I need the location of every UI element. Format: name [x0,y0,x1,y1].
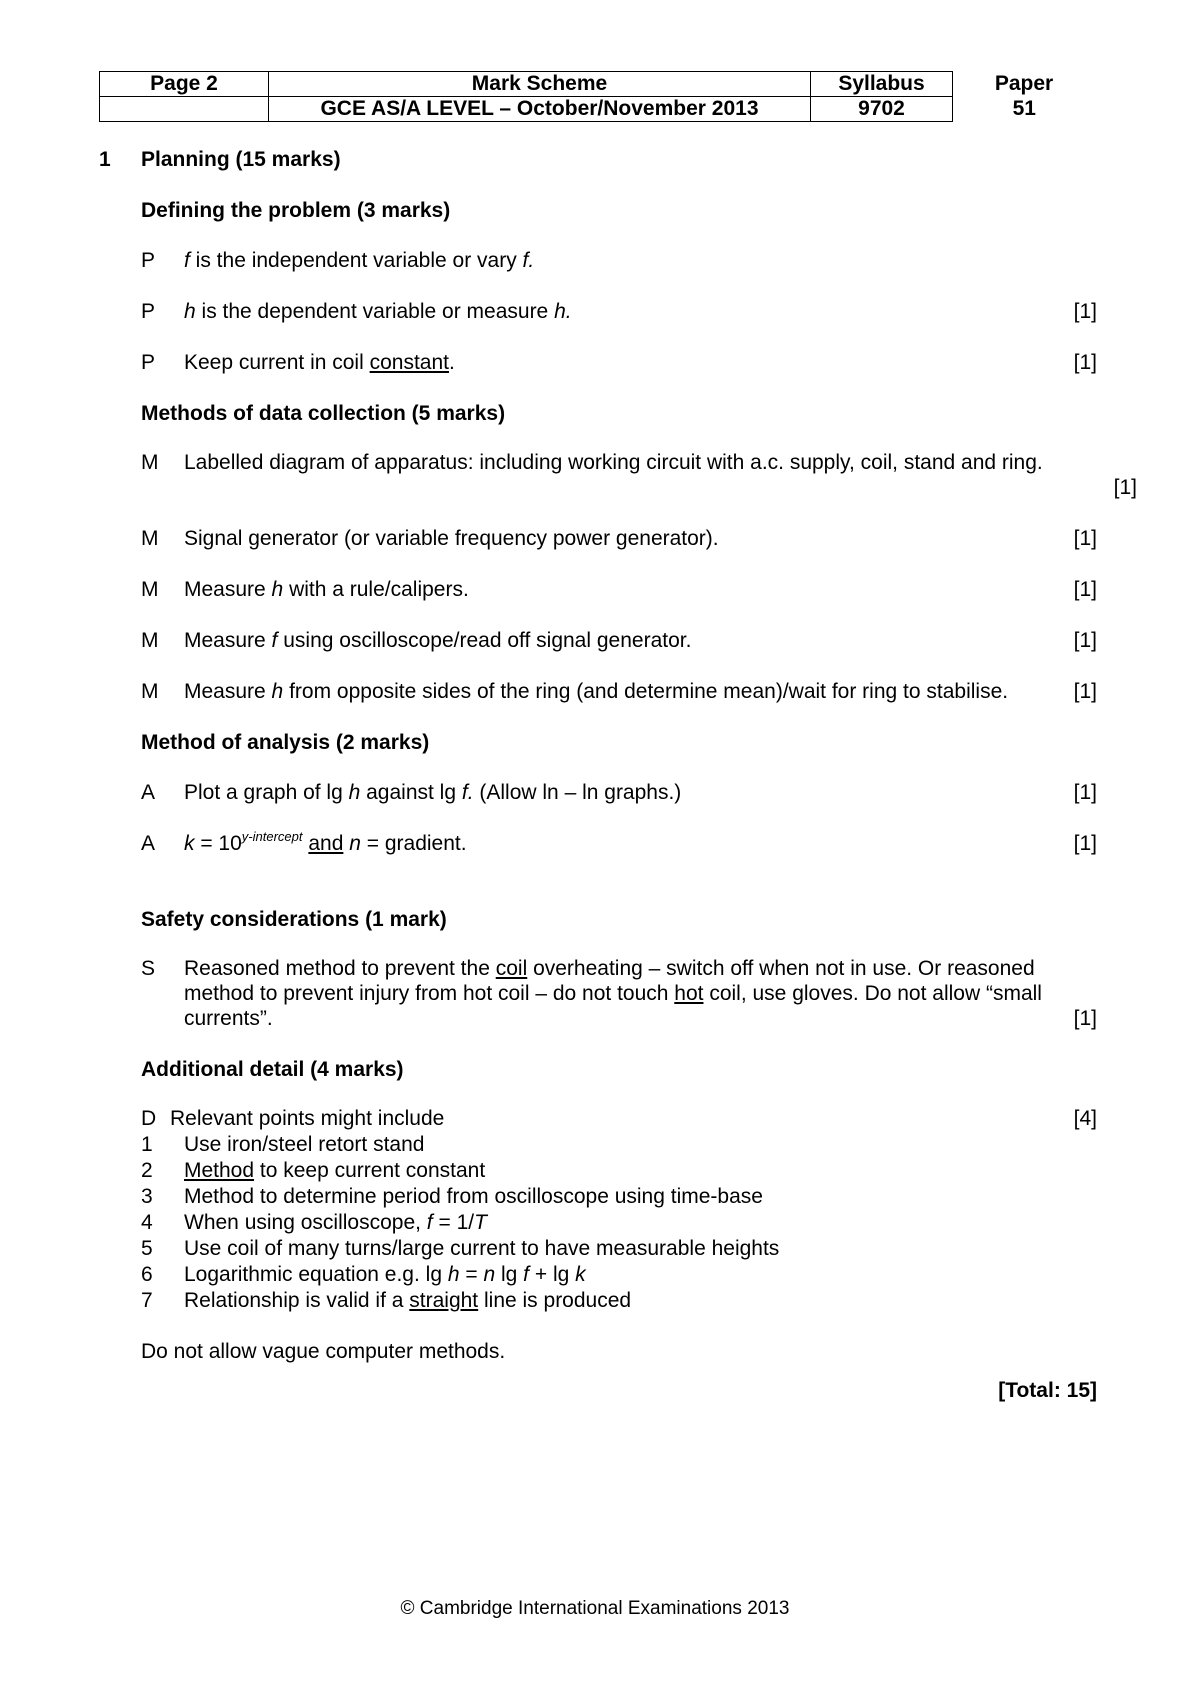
point-5: Use coil of many turns/large current to have measurable heights [184,1237,780,1260]
mark-value: [4] [1073,1107,1097,1130]
item-code: D [141,1107,157,1130]
item-s1-line3: currents”. [184,1007,273,1030]
item-code: M [141,680,159,703]
point-number: 1 [141,1133,153,1156]
point-3: Method to determine period from oscilloscope using time-base [184,1185,763,1208]
point-7: Relationship is valid if a straight line is produced [184,1289,632,1312]
mark-value: [1] [1073,1007,1097,1030]
point-number: 3 [141,1185,153,1208]
point-1: Use iron/steel retort stand [184,1133,425,1156]
page-label: Page 2 [100,72,269,97]
section-analysis-heading: Method of analysis (2 marks) [141,731,430,754]
point-number: 2 [141,1159,153,1182]
mark-value: [1] [1073,527,1097,550]
section-safety-heading: Safety considerations (1 mark) [141,908,447,931]
section-defining-heading: Defining the problem (3 marks) [141,199,451,222]
item-s1-line1: Reasoned method to prevent the coil overheating – switch off when not in use. Or reasoned [184,957,1035,980]
paper-number: 51 [1012,97,1036,120]
item-code: A [141,781,156,804]
item-code: A [141,832,156,855]
point-2: Method to keep current constant [184,1159,486,1182]
item-code: P [141,249,156,272]
section-methods-heading: Methods of data collection (5 marks) [141,402,506,425]
mark-value: [1] [1113,476,1137,499]
mark-value: [1] [1073,832,1097,855]
question-number: 1 [99,148,111,171]
empty-cell [100,97,269,122]
item-code: M [141,578,159,601]
point-number: 5 [141,1237,153,1260]
item-code: M [141,629,159,652]
item-m5: Measure h from opposite sides of the ring (and determine mean)/wait for ring to stabilise. [184,680,1009,703]
item-m4: Measure f using oscilloscope/read off signal generator. [184,629,692,652]
note-text: Do not allow vague computer methods. [141,1340,506,1363]
item-p2: h is the dependent variable or measure h. [184,300,572,323]
paper-label: Paper [994,72,1054,95]
mark-value: [1] [1073,351,1097,374]
item-code: S [141,957,156,980]
total-marks: [Total: 15] [998,1379,1097,1402]
point-number: 7 [141,1289,153,1312]
mark-value: [1] [1073,629,1097,652]
header-table [99,71,1096,122]
item-code: M [141,527,159,550]
mark-scheme-label: Mark Scheme [269,72,811,97]
item-a1: Plot a graph of lg h against lg f. (Allow ln – ln graphs.) [184,781,682,804]
item-m3: Measure h with a rule/calipers. [184,578,469,601]
item-code: P [141,351,156,374]
exam-title: GCE AS/A LEVEL – October/November 2013 [269,97,811,122]
mark-value: [1] [1073,680,1097,703]
footer-copyright: © Cambridge International Examinations 2013 [400,1598,790,1619]
item-m1: Labelled diagram of apparatus: including working circuit with a.c. supply, coil, stand and ring. [184,451,1043,474]
item-d: Relevant points might include [170,1107,445,1130]
item-code: P [141,300,156,323]
question-title: Planning (15 marks) [141,148,341,171]
item-a2: $k = 10^{y-intercept}$ and n = gradient. [184,829,467,855]
point-4: When using oscilloscope, f = 1/T [184,1211,487,1234]
syllabus-code: 9702 [811,97,953,122]
point-6: Logarithmic equation e.g. lg h = n lg f + lg k [184,1263,586,1286]
item-p1: f is the independent variable or vary f. [184,249,535,272]
item-p3: Keep current in coil constant. [184,351,455,374]
item-s1-line2: method to prevent injury from hot coil – do not touch hot coil, use gloves. Do not allow “small [184,982,1042,1005]
item-m2: Signal generator (or variable frequency power generator). [184,527,719,550]
mark-value: [1] [1073,578,1097,601]
mark-value: [1] [1073,781,1097,804]
point-number: 4 [141,1211,153,1234]
syllabus-label: Syllabus [811,72,953,97]
mark-value: [1] [1073,300,1097,323]
point-number: 6 [141,1263,153,1286]
item-code: M [141,451,159,474]
section-additional-heading: Additional detail (4 marks) [141,1058,404,1081]
